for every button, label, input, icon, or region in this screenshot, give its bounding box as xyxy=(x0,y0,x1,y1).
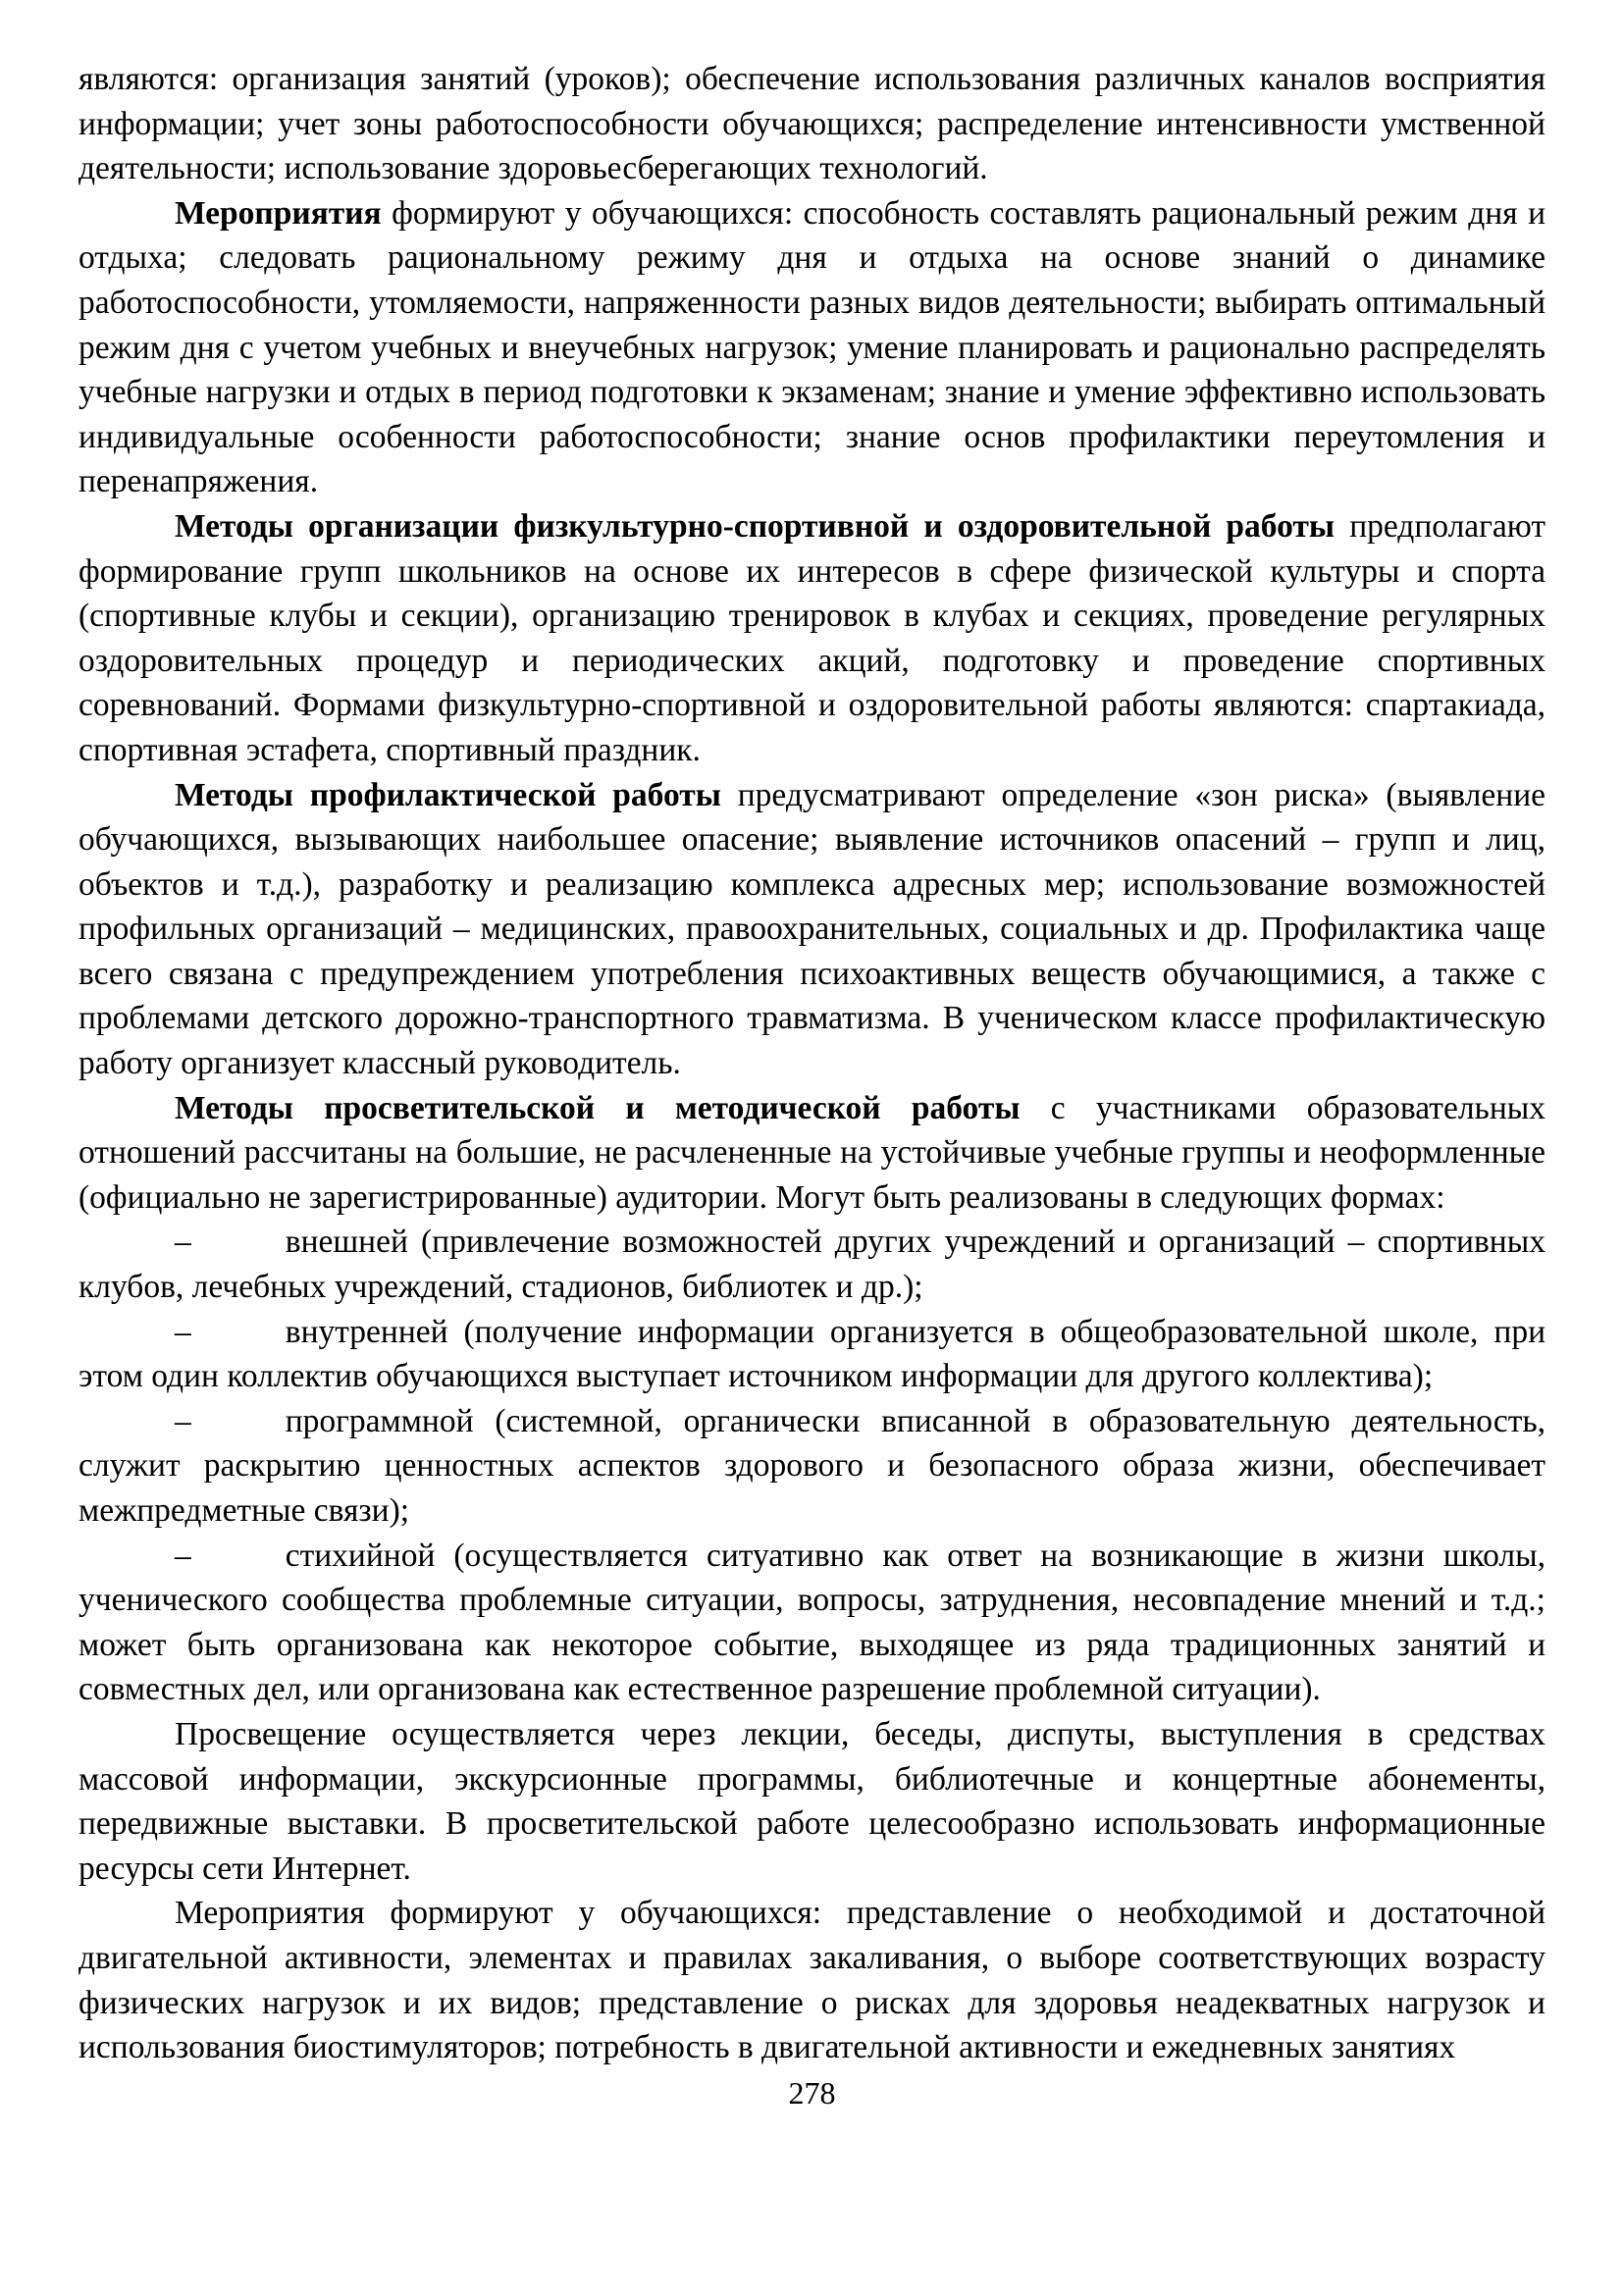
document-body xyxy=(79,57,1545,2070)
page-number: 278 xyxy=(788,2075,836,2111)
list-dash: – xyxy=(175,1313,191,1350)
list-item-text: внутренней (получение информации организуется в общеобразовательной школе, при этом один коллектив обучающихся выступает источником информации для другого коллектива); xyxy=(79,1313,1545,1395)
list-item xyxy=(79,1399,1545,1534)
paragraph-enlightenment: Просвещение осуществляется через лекции, беседы, диспуты, выступления в средствах массовой информации, экскурсионные программы, библиотечные и концертные абонементы, передвижные выставки. В просветительской работе целесообразно использовать информационные ресурсы сети Интернет. xyxy=(79,1715,1545,1887)
list-dash: – xyxy=(175,1402,191,1439)
paragraph-education-methods xyxy=(79,1086,1545,1221)
paragraph-prevention-methods xyxy=(79,773,1545,1086)
term-prevention-methods: Методы профилактической работы xyxy=(175,776,721,813)
forms-list xyxy=(79,1220,1545,1712)
list-dash: – xyxy=(175,1537,191,1574)
term-sports-methods: Методы организации физкультурно-спортивной и оздоровительной работы xyxy=(175,507,1336,545)
paragraph-sports-methods xyxy=(79,504,1545,773)
term-education-methods: Методы просветительской и методической работы xyxy=(175,1089,1021,1126)
paragraph-prevention-methods-text: предусматривают определение «зон риска» (выявление обучающихся, вызывающих наибольшее опасение; выявление источников опасений – групп и лиц, объектов и т.д.), разработку и реализацию комплекса адресных мер; использование возможностей профильных организаций – медицинских, правоохранительных, социальных и др. Профилактика чаще всего связана с предупреждением употребления психоактивных веществ обучающимися, а также с проблемами детского дорожно-транспортного травматизма. В ученическом классе профилактическую работу организует классный руководитель. xyxy=(79,776,1545,1082)
list-item-text: программной (системной, органически вписанной в образовательную деятельность, служит раскрытию ценностных аспектов здорового и безопасного образа жизни, обеспечивает межпредметные связи); xyxy=(79,1402,1545,1529)
list-dash: – xyxy=(175,1224,191,1261)
list-item-text: внешней (привлечение возможностей других учреждений и организаций – спортивных клубов, лечебных учреждений, стадионов, библиотек и др.); xyxy=(79,1224,1545,1306)
list-item xyxy=(79,1534,1545,1712)
paragraph-activities-text: формируют у обучающихся: способность составлять рациональный режим дня и отдыха; следовать рациональному режиму дня и отдыха на основе знаний о динамике работоспособности, утомляемости, напряженности разных видов деятельности; выбирать оптимальный режим дня с учетом учебных и внеучебных нагрузок; умение планировать и рационально распределять учебные нагрузки и отдых в период подготовки к экзаменам; знание и умение эффективно использовать индивидуальные особенности работоспособности; знание основ профилактики переутомления и перенапряжения. xyxy=(79,194,1545,500)
paragraph-education-methods-text: с участниками образовательных отношений рассчитаны на большие, не расчлененные на устойчивые учебные группы и неоформленные (официально не зарегистрированные) аудитории. Могут быть реализованы в следующих формах: xyxy=(79,1089,1546,1216)
paragraph-activities xyxy=(79,191,1545,504)
paragraph-activities-2: Мероприятия формируют у обучающихся: представление о необходимой и достаточной двигательной активности, элементах и правилах закаливания, о выборе соответствующих возрасту физических нагрузок и их видов; представление о рисках для здоровья неадекватных нагрузок и использования биостимуляторов; потребность в двигательной активности и ежедневных занятиях xyxy=(79,1895,1545,2066)
paragraph-continuation: являются: организация занятий (уроков); обеспечение использования различных каналов восприятия информации; учет зоны работоспособности обучающихся; распределение интенсивности умственной деятельности; использование здоровьесберегающих технологий. xyxy=(79,61,1545,187)
term-activities: Мероприятия xyxy=(175,194,382,232)
list-item xyxy=(79,1310,1545,1399)
list-item-text: стихийной (осуществляется ситуативно как ответ на возникающие в жизни школы, ученического сообщества проблемные ситуации, вопросы, затруднения, несовпадение мнений и т.д.; может быть организована как некоторое событие, выходящее из ряда традиционных занятий и совместных дел, или организована как естественное разрешение проблемной ситуации). xyxy=(79,1537,1545,1708)
paragraph-sports-methods-text: предполагают формирование групп школьников на основе их интересов в сфере физической культуры и спорта (спортивные клубы и секции), организацию тренировок в клубах и секциях, проведение регулярных оздоровительных процедур и периодических акций, подготовку и проведение спортивных соревнований. Формами физкультурно-спортивной и оздоровительной работы являются: спартакиада, спортивная эстафета, спортивный праздник. xyxy=(79,507,1546,768)
list-item xyxy=(79,1220,1545,1309)
